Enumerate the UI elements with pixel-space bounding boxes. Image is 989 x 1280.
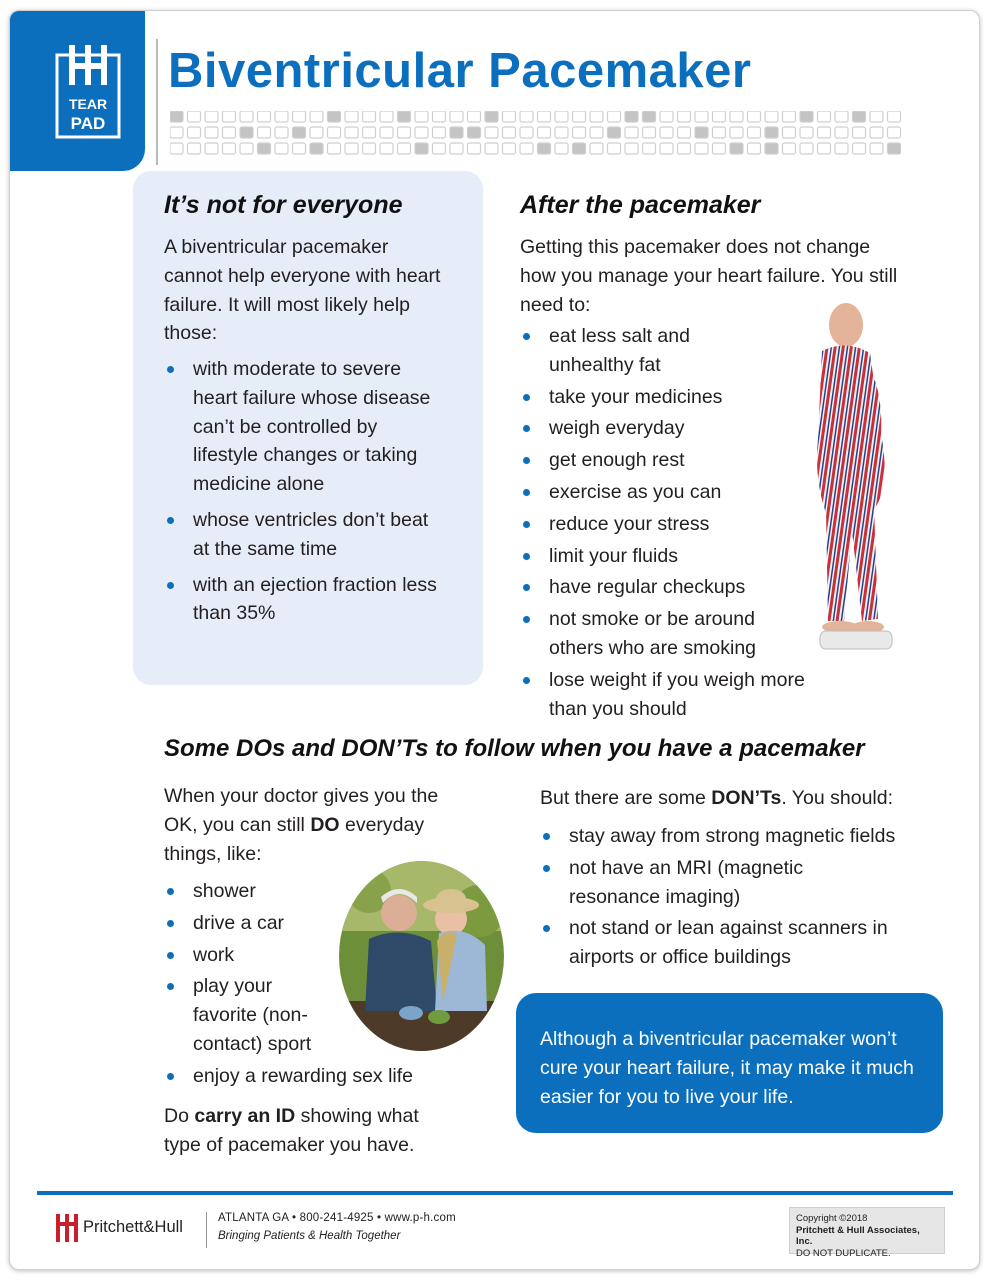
footer-divider <box>37 1191 953 1195</box>
dont-list <box>540 822 940 975</box>
header-divider <box>156 39 158 165</box>
decorative-dot-grid <box>170 111 910 159</box>
man-on-scale-photo <box>800 299 910 659</box>
list-item: eat less salt and unhealthy fat <box>520 322 770 380</box>
list-item: weigh everyday <box>520 414 850 443</box>
tear-pad-logo-icon <box>55 45 121 139</box>
do-intro-text-end: everyday things, like: <box>164 813 425 865</box>
list-item: whose ventricles don’t beat at the same time <box>164 506 439 564</box>
dont-emphasis: DON’Ts <box>711 787 782 809</box>
list-item: play your favorite (non-contact) sport <box>164 972 329 1058</box>
not-for-everyone-heading: It’s not for everyone <box>164 191 403 219</box>
carry-id-text: Do <box>164 1105 195 1127</box>
copyright-box <box>789 1207 945 1259</box>
dont-intro <box>540 784 930 813</box>
list-item: take your medicines <box>520 383 850 412</box>
logo-text-top: TEAR <box>68 96 108 112</box>
closing-callout: Although a biventricular pacemaker won’t cure your heart failure, it may make it much easier for you to live your life. <box>516 993 943 1133</box>
list-item: exercise as you can <box>520 478 850 507</box>
not-for-everyone-intro: A biventricular pacemaker cannot help everyone with heart failure. It will most likely help those: <box>164 236 441 345</box>
footer-brand: Pritchett&Hull <box>83 1218 183 1236</box>
list-item: with an ejection fraction less than 35% <box>164 571 439 629</box>
list-item: get enough rest <box>520 446 850 475</box>
not-for-everyone-list <box>164 355 439 635</box>
copyright-line: Copyright ©2018 <box>796 1213 868 1224</box>
list-item: lose weight if you weigh more than you should <box>520 666 840 724</box>
list-item: not have an MRI (magnetic resonance imaging) <box>540 854 840 912</box>
list-item: not stand or lean against scanners in airports or office buildings <box>540 914 925 972</box>
dont-intro-text: But there are some <box>540 787 712 809</box>
handout-page <box>9 10 980 1270</box>
list-item: drive a car <box>164 909 454 938</box>
carry-id-text-end: showing what type of pacemaker you have. <box>164 1105 419 1156</box>
list-item: have regular checkups <box>520 573 850 602</box>
tear-pad-logo <box>10 11 145 171</box>
pritchett-hull-logo-icon <box>53 1212 81 1244</box>
list-item: reduce your stress <box>520 510 850 539</box>
list-item: enjoy a rewarding sex life <box>164 1062 454 1091</box>
do-intro-text: When your doctor gives you the OK, you can still <box>164 785 439 836</box>
dos-donts-heading: Some DOs and DON’Ts to follow when you have a pacemaker <box>164 735 865 762</box>
logo-text-bottom: PAD <box>70 114 106 133</box>
list-item: with moderate to severe heart failure whose disease can’t be controlled by lifestyle changes or taking medicine alone <box>164 355 439 499</box>
page-title: Biventricular Pacemaker <box>168 44 752 98</box>
list-item: stay away from strong magnetic fields <box>540 822 940 851</box>
copyright-notice: DO NOT DUPLICATE. <box>796 1247 891 1259</box>
footer-tagline: Bringing Patients & Health Together <box>218 1230 401 1242</box>
list-item: shower <box>164 877 454 906</box>
dont-intro-text-end: . You should: <box>781 787 894 809</box>
list-item: limit your fluids <box>520 542 850 571</box>
footer-separator <box>206 1212 207 1248</box>
carry-id-note <box>164 1102 454 1160</box>
do-emphasis: DO <box>310 813 340 836</box>
after-pacemaker-heading: After the pacemaker <box>520 191 761 219</box>
gardening-couple-photo <box>339 861 504 1051</box>
do-intro <box>164 782 464 868</box>
list-item: work <box>164 941 454 970</box>
carry-id-emphasis: carry an ID <box>194 1105 296 1127</box>
list-item: not smoke or be around others who are smoking <box>520 605 805 663</box>
after-pacemaker-intro: Getting this pacemaker does not change how you manage your heart failure. You still need to: <box>520 236 898 316</box>
copyright-company: Pritchett & Hull Associates, Inc. <box>796 1224 920 1247</box>
footer-contact: ATLANTA GA • 800-241-4925 • www.p-h.com <box>218 1212 456 1224</box>
